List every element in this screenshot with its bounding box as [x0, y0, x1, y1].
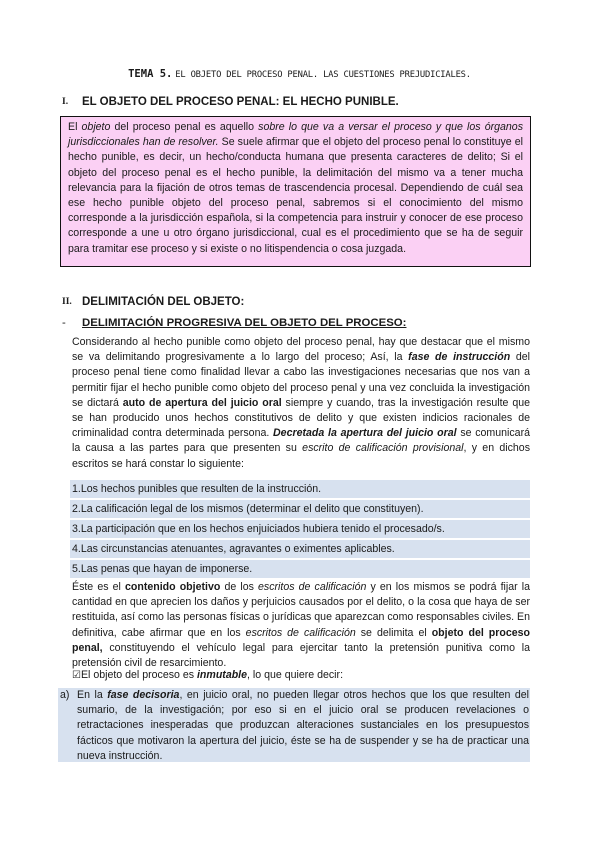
text-run: , y en dichos escritos se hará constar lo siguiente:	[72, 442, 530, 470]
section-number-1: I.	[62, 97, 69, 107]
text-run-italic: escrito de calificación provisional	[302, 442, 464, 455]
text-run: del proceso penal es aquello	[110, 121, 259, 133]
text-run: del proceso penal tiene como finalidad llevar a cabo las investigaciones necesarias que nos van a permitir fijar el hecho punible como objeto del proceso penal y una vez concluida la investigación se dictará	[72, 351, 530, 409]
section-number-2: II.	[62, 297, 72, 307]
text-run-italic: objeto	[81, 121, 111, 133]
checkbox-icon: ☑	[72, 670, 81, 681]
list-item: 4.Las circunstancias atenuantes, agravantes o eximentes aplicables.	[70, 540, 530, 558]
text-run: se comunicará la causa a las partes para que presenten su	[72, 427, 530, 455]
text-run-bold: contenido objetivo	[124, 581, 221, 593]
text-run-bold: objeto del proceso penal,	[72, 626, 530, 654]
paragraph-progressive-delimitation	[72, 335, 530, 472]
calificacion-list	[70, 480, 530, 580]
list-item: 3.La participación que en los hechos enjuiciados hubiera tenido el procesado/s.	[70, 520, 530, 538]
text-run: se delimita el	[355, 626, 432, 639]
text-run: El objeto del proceso es	[80, 669, 197, 681]
subsection-dash: -	[62, 317, 66, 329]
list-item: 1.Los hechos punibles que resulten de la instrucción.	[70, 480, 530, 498]
text-run: de los	[220, 581, 259, 593]
list-item: 2.La calificación legal de los mismos (determinar el delito que constituyen).	[70, 500, 530, 518]
subsection-title: DELIMITACIÓN PROGRESIVA DEL OBJETO DEL PROCESO:	[82, 317, 407, 329]
text-run: En la	[77, 689, 108, 701]
text-run: El	[68, 121, 82, 133]
title-topic-name: EL OBJETO DEL PROCESO PENAL. LAS CUESTIONES PREJUDICIALES.	[175, 70, 471, 80]
definition-box	[60, 116, 531, 267]
item-label: a)	[60, 689, 70, 701]
text-run-bold: auto de apertura del juicio oral	[122, 396, 282, 409]
list-item-a	[58, 688, 530, 762]
text-run: , en juicio oral, no pueden llegar otros hechos que los que resulten del sumario, de la investigación; por eso si en el juicio oral se producen revelaciones o retractaciones inesperadas que produzcan alteraciones sustanciales en los presupuestos fácticos que motivaron la apertura del juicio, éste se ha de suspender y se ha de practicar una nueva instrucción.	[77, 689, 529, 762]
text-run-bold-italic: fase decisoria	[107, 689, 180, 701]
section-title-2: DELIMITACIÓN DEL OBJETO:	[82, 296, 245, 308]
text-run-bold-italic: Decretada la apertura del juicio oral	[273, 427, 457, 440]
immutable-statement	[72, 669, 343, 681]
document-title	[0, 68, 599, 80]
title-topic-number: TEMA 5.	[128, 68, 173, 80]
text-run: siempre y cuando, tras la investigación resulte que se han producido unos hechos constitutivos de delito y que existen indicios racionales de criminalidad contra determinada persona.	[72, 396, 531, 440]
text-run-italic: escritos de calificación	[258, 581, 367, 593]
text-run-bold-italic: fase de instrucción	[408, 351, 511, 364]
paragraph-objective-content	[72, 580, 530, 671]
text-run: , lo que quiere decir:	[247, 669, 344, 681]
list-item: 5.Las penas que hayan de imponerse.	[70, 560, 530, 578]
section-title-1: EL OBJETO DEL PROCESO PENAL: EL HECHO PUNIBLE.	[82, 96, 399, 108]
text-run-italic: escritos de calificación	[245, 626, 356, 639]
text-run: y en los mismos se podrá fijar la cantidad en que aprecien los daños y perjuicios causados por el delito, o la cosa que haya de ser restituida, así como las personas físicas o jurídicas que aparezcan como responsables civiles. En definitiva, cabe afirmar que en los	[72, 581, 531, 639]
text-run: constituyendo el vehículo legal para ejercitar tanto la pretensión punitiva como la pretensión civil de resarcimiento.	[72, 641, 530, 670]
item-text	[77, 688, 529, 764]
text-run: Se suele afirmar que el objeto del proceso penal lo constituye el hecho punible, es decir, un hecho/conducta humana que presenta caracteres de delito; Si el objeto del proceso penal es el hecho punible, la delimitación del mismo va a tener mucha relevancia para la fijación de otros temas de trascendencia procesal. Dependiendo de cuál sea ese hecho punible objeto del proceso penal, sabremos si el conocimiento del mismo corresponde a la jurisdicción española, si la competencia para instruir y conocer de ese proceso corresponde a une u otro órgano jurisdiccional, cual es el procedimiento que se ha de seguir para tramitar ese proceso y si existe o no litispendencia o cosa juzgada.	[68, 136, 523, 255]
text-run: Éste es el	[72, 581, 125, 593]
text-run: Considerando al hecho punible como objeto del proceso penal, hay que destacar que el mismo se va delimitando progresivamente a lo largo del proceso; Así, la	[72, 336, 530, 364]
text-run-bold-italic: inmutable	[196, 669, 248, 681]
text-run-italic: sobre lo que va a versar el proceso y que los órganos jurisdiccionales han de resolver.	[68, 121, 523, 149]
